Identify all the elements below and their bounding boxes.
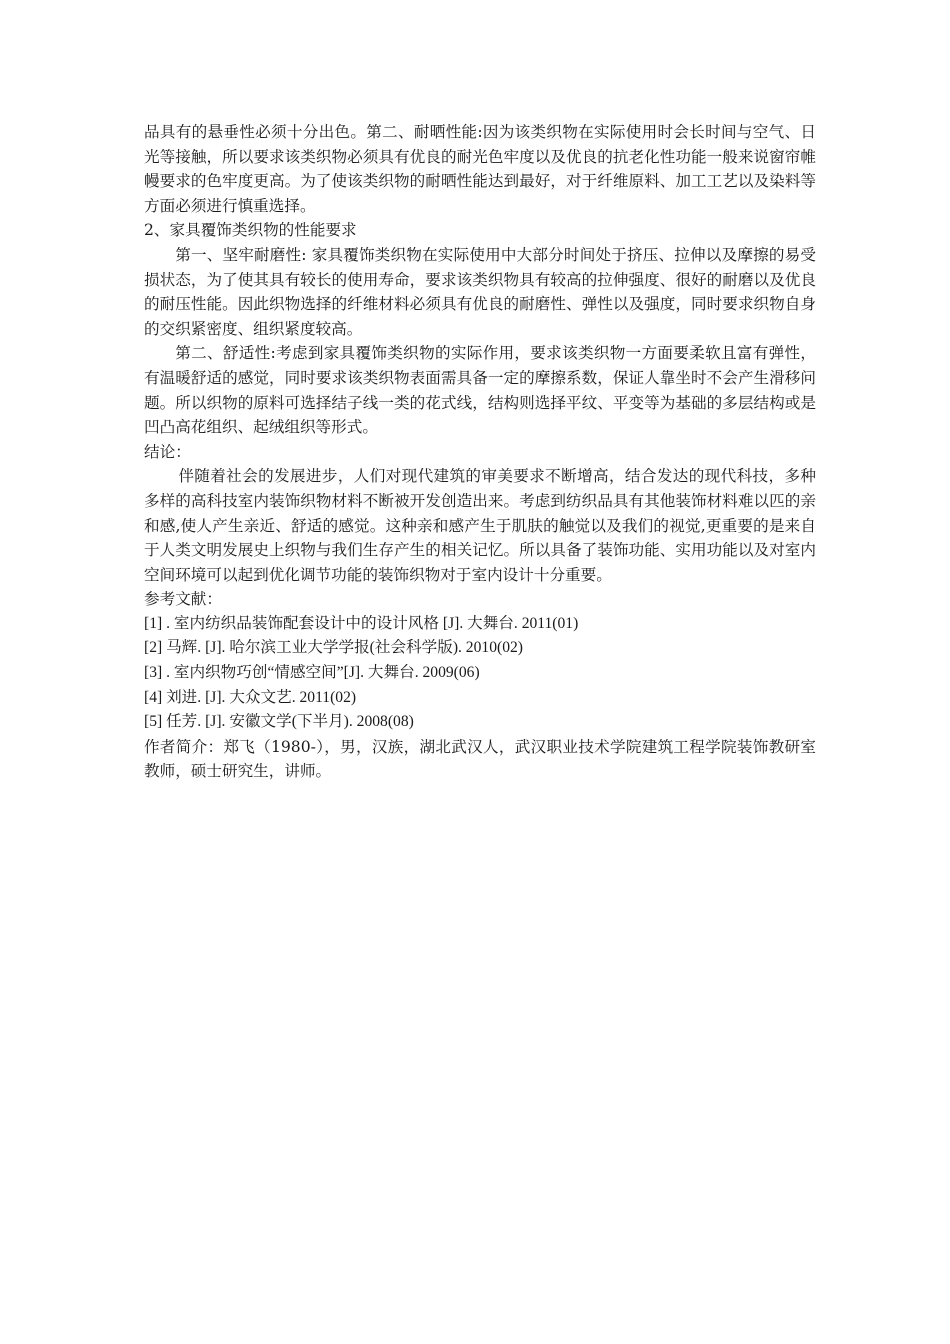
reference-item-4: [4] 刘进. [J]. 大众文艺. 2011(02): [144, 688, 357, 706]
reference-item-3: [3] . 室内织物巧创“情感空间”[J]. 大舞台. 2009(06): [144, 664, 480, 682]
paragraph-conclusion: 伴随着社会的发展进步，人们对现代建筑的审美要求不断增高，结合发达的现代科技，多种多样的高科技室内装饰织物材料不断被开发创造出来。考虑到纺织品具有其他装饰材料难以匹的亲和感,使人产生亲近、舒适的感觉。这种亲和感产生于肌肤的触觉以及我们的视觉,更重要的是来自于人类文明发展史上织物与我们生存产生的相关记忆。所以具备了装饰功能、实用功能以及对室内空间环境可以起到优化调节功能的装饰织物对于室内设计十分重要。: [144, 467, 816, 584]
reference-item-1: [1] . 室内纺织品装饰配套设计中的设计风格 [J]. 大舞台. 2011(01): [144, 614, 579, 632]
author-bio: 作者简介：郑飞（1980-），男，汉族，湖北武汉人，武汉职业技术学院建筑工程学院装饰教研室教师，硕士研究生，讲师。: [144, 737, 816, 781]
section-heading-conclusion: 结论：: [144, 442, 191, 461]
reference-item-5: [5] 任芳. [J]. 安徽文学(下半月). 2008(08): [144, 713, 414, 731]
section-heading-furniture: 2、家具覆饰类织物的性能要求: [144, 221, 357, 240]
section-heading-references: 参考文献：: [144, 590, 222, 609]
paragraph-durability: 第一、坚牢耐磨性: 家具覆饰类织物在实际使用中大部分时间处于挤压、拉伸以及摩擦的易受损状态，为了使其具有较长的使用寿命，要求该类织物具有较高的拉伸强度、很好的耐磨以及优良的耐压性能。因此织物选择的纤维材料必须具有优良的耐磨性、弹性以及强度，同时要求织物自身的交织紧密度、组织紧度较高。: [144, 245, 816, 338]
paragraph-continued: 品具有的悬垂性必须十分出色。第二、耐晒性能:因为该类织物在实际使用时会长时间与空气、日光等接触，所以要求该类织物必须具有优良的耐光色牢度以及优良的抗老化性功能一般来说窗帘帷幔要求的色牢度更高。为了使该类织物的耐晒性能达到最好，对于纤维原料、加工工艺以及染料等方面必须进行慎重选择。: [144, 123, 816, 215]
reference-item-2: [2] 马辉. [J]. 哈尔滨工业大学学报(社会科学版). 2010(02): [144, 639, 523, 657]
document-body: [144, 120, 816, 784]
paragraph-comfort: 第二、舒适性:考虑到家具覆饰类织物的实际作用，要求该类织物一方面要柔软且富有弹性，有温暖舒适的感觉，同时要求该类织物表面需具备一定的摩擦系数，保证人靠坐时不会产生滑移问题。所以织物的原料可选择结子线一类的花式线，结构则选择平纹、平变等为基础的多层结构或是凹凸高花组织、起绒组织等形式。: [144, 344, 816, 437]
